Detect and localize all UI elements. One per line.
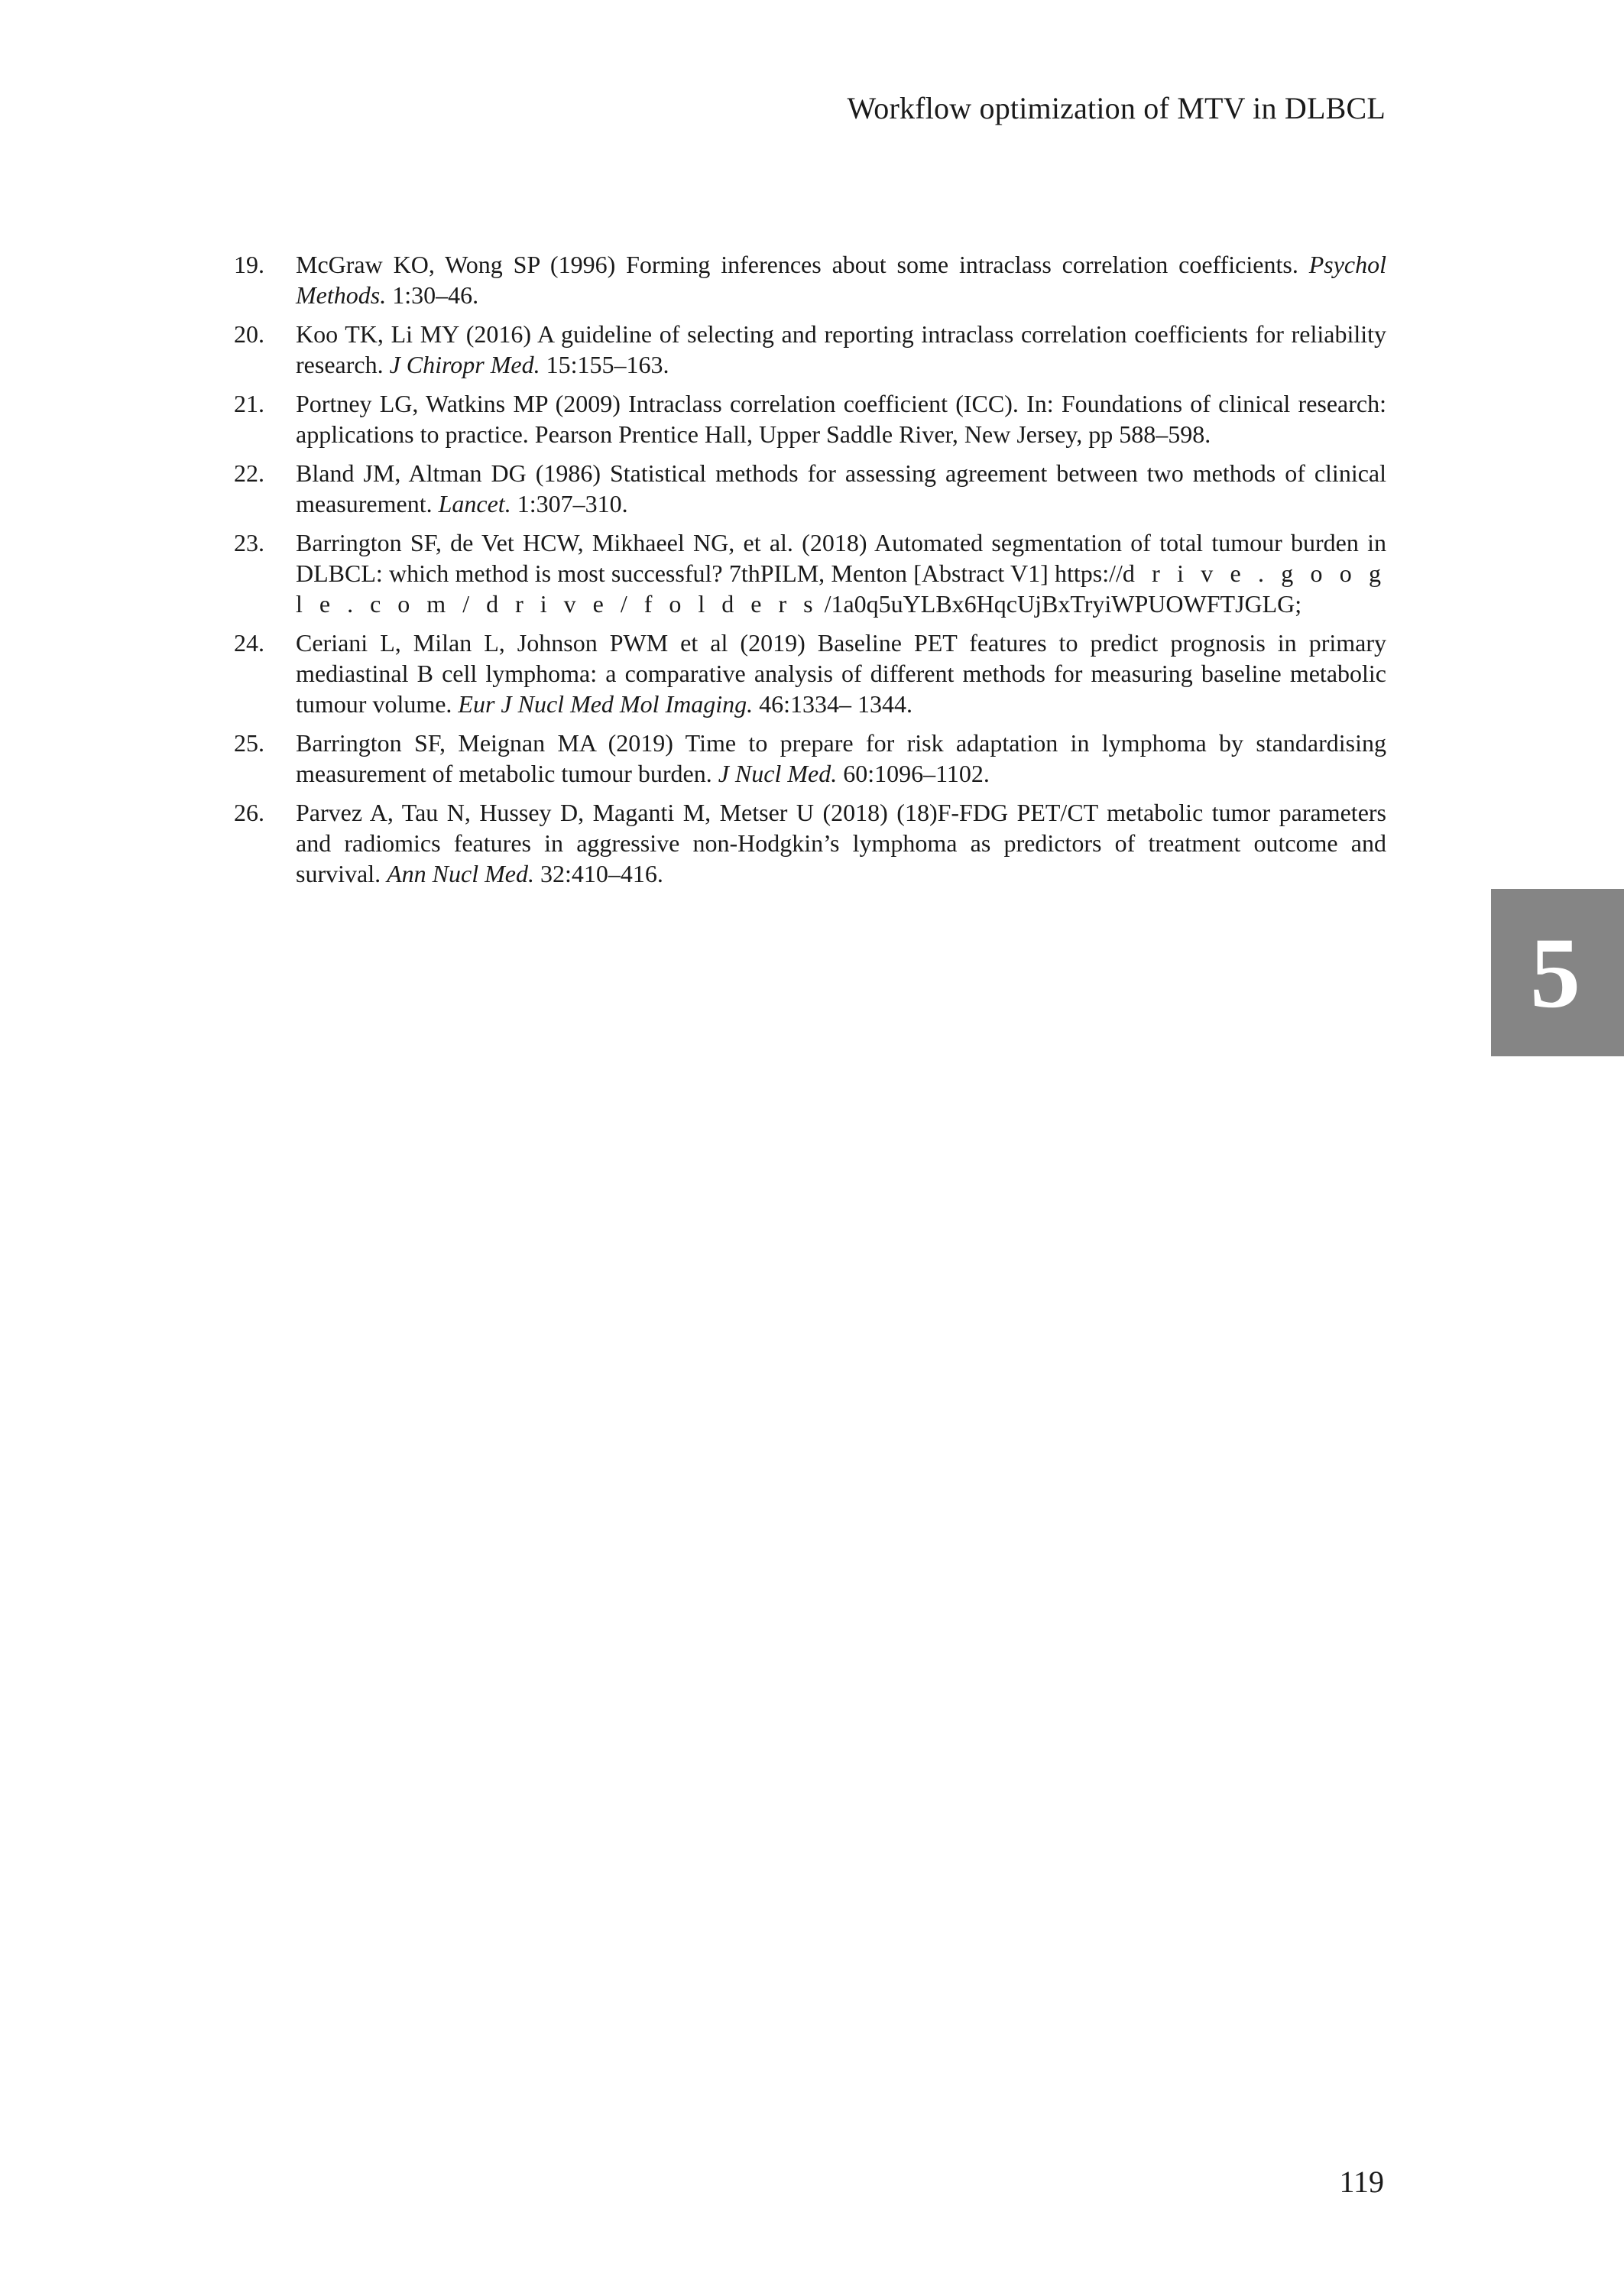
reference-text: [296, 388, 1386, 449]
reference-number: 25.: [234, 729, 264, 757]
reference-text: [296, 527, 1386, 619]
reference-body: Barrington SF, Meignan MA (2019) Time to prepare for risk adaptation in lymphoma by standardising measurement of metabolic tumour burden.: [296, 729, 1386, 787]
reference-details: 32:410–416.: [533, 860, 663, 887]
running-header: Workflow optimization of MTV in DLBCL: [847, 91, 1386, 125]
reference-item: [234, 527, 1386, 619]
reference-body: Ceriani L, Milan L, Johnson PWM et al (2019) Baseline PET features to predict prognosis in primary mediastinal B cell lymphoma: a comparative analysis of different methods for measuring baseline metabolic tumour volume.: [296, 629, 1386, 718]
reference-journal: Ann Nucl Med.: [387, 860, 534, 887]
reference-item: [234, 797, 1386, 889]
reference-item: [234, 728, 1386, 789]
reference-body: Koo TK, Li MY (2016) A guideline of selecting and reporting intraclass correlation coefficients for reliability research.: [296, 320, 1386, 378]
reference-journal: J Nucl Med.: [718, 760, 838, 787]
chapter-number: 5: [1530, 916, 1580, 1029]
reference-number: 26.: [234, 799, 264, 826]
reference-number: 19.: [234, 251, 264, 278]
reference-number: 22.: [234, 459, 264, 487]
reference-details: 15:155–163.: [540, 351, 669, 378]
reference-journal: Psychol Methods.: [296, 251, 1386, 309]
reference-item: [234, 458, 1386, 519]
reference-url-spaced: d r i v e . g o o g l e . c o m / d r i v e / f o l d e r s: [296, 559, 1387, 618]
reference-details: 1:307–310.: [511, 490, 628, 517]
reference-journal: Lancet.: [438, 490, 511, 517]
reference-body: Portney LG, Watkins MP (2009) Intraclass correlation coefficient (ICC). In: Foundations of clinical research: applications to practice. Pearson Prentice Hall, Upper Saddle River, New Jersey, pp 588–598.: [296, 390, 1386, 448]
reference-text: [296, 249, 1386, 310]
reference-journal: J Chiropr Med.: [389, 351, 540, 378]
reference-url-tail: /1a0q5uYLBx6HqcUjBxTryiWPUOWFTJGLG;: [818, 590, 1302, 618]
reference-number: 20.: [234, 320, 264, 348]
reference-body: Bland JM, Altman DG (1986) Statistical methods for assessing agreement between two methods of clinical measurement.: [296, 459, 1386, 517]
reference-details: 1:30–46.: [386, 281, 479, 309]
reference-text: [296, 319, 1386, 380]
reference-item: [234, 249, 1386, 310]
reference-text: [296, 628, 1386, 719]
reference-item: [234, 319, 1386, 380]
reference-journal: Eur J Nucl Med Mol Imaging.: [458, 690, 754, 718]
reference-body: Barrington SF, de Vet HCW, Mikhaeel NG, et al. (2018) Automated segmentation of total tumour burden in DLBCL: which method is most successful? 7thPILM, Menton [Abstract V1] https://: [296, 529, 1386, 587]
reference-text: [296, 458, 1386, 519]
reference-details: 46:1334– 1344.: [753, 690, 913, 718]
reference-list: [234, 249, 1386, 897]
reference-item: [234, 628, 1386, 719]
reference-body: McGraw KO, Wong SP (1996) Forming inferences about some intraclass correlation coefficients.: [296, 251, 1309, 278]
chapter-tab: [1491, 889, 1624, 1056]
page-number: 119: [1339, 2165, 1384, 2199]
reference-text: [296, 797, 1386, 889]
reference-number: 24.: [234, 629, 264, 657]
reference-details: 60:1096–1102.: [837, 760, 990, 787]
reference-text: [296, 728, 1386, 789]
reference-body: Parvez A, Tau N, Hussey D, Maganti M, Metser U (2018) (18)F-FDG PET/CT metabolic tumor parameters and radiomics features in aggressive non-Hodgkin’s lymphoma as predictors of treatment outcome and survival.: [296, 799, 1386, 887]
reference-item: [234, 388, 1386, 449]
reference-number: 23.: [234, 529, 264, 556]
reference-number: 21.: [234, 390, 264, 417]
